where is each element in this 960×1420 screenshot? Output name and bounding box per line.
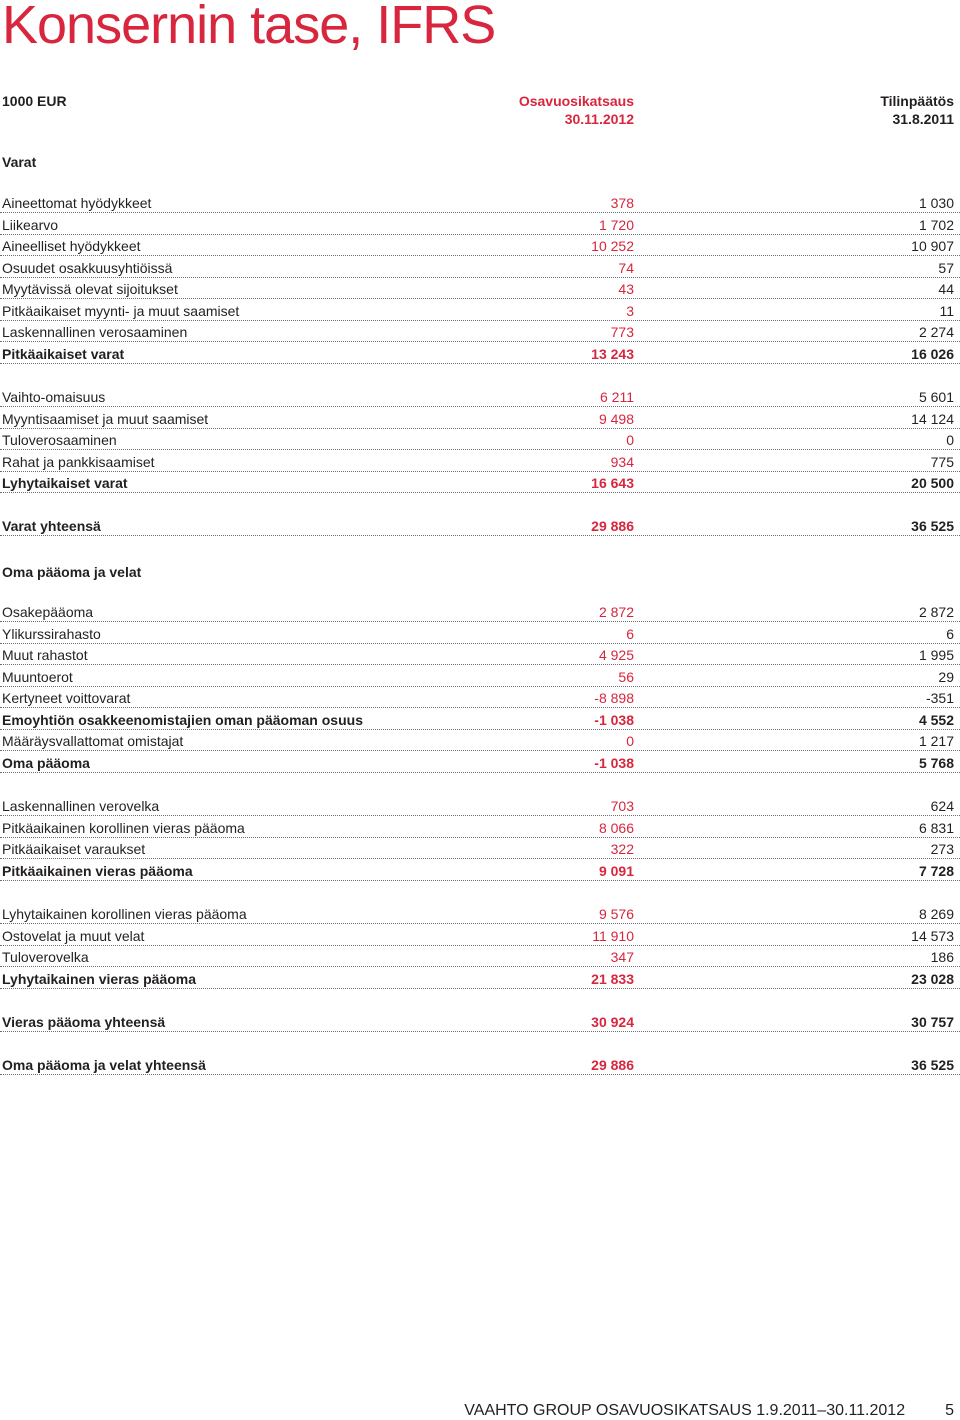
row-value-previous: 5 601 [918,389,954,405]
row-value-current: 347 [610,949,634,965]
row-value-previous: 273 [930,841,954,857]
row-label: Laskennallinen verosaaminen [2,324,188,340]
table-total-row [0,967,960,989]
row-value-previous: 0 [946,432,954,448]
row-value-current: 9 091 [598,863,634,879]
row-label: Osakepääoma [2,604,94,620]
row-value-previous: 2 274 [918,324,954,340]
row-value-previous: 30 757 [911,1014,954,1030]
row-value-previous: 36 525 [911,1057,954,1073]
row-value-previous: 57 [938,260,954,276]
table-row [0,665,960,687]
row-value-current: 0 [626,432,634,448]
row-value-current: 11 910 [592,928,634,944]
column-header-previous-line2: 31.8.2011 [892,111,954,127]
row-label: Lyhytaikaiset varat [2,475,128,491]
row-value-current: 3 [626,303,634,319]
row-value-previous: 6 [946,626,954,642]
column-header-previous [880,92,954,128]
table-row [0,643,960,665]
table-total-row [0,514,960,536]
row-value-previous: 775 [930,454,954,470]
row-value-previous: 2 872 [918,604,954,620]
row-value-previous: 44 [938,281,954,297]
row-label: Lyhytaikainen vieras pääoma [2,971,197,987]
row-label: Tuloverosaaminen [2,432,117,448]
table-row [0,407,960,429]
row-value-current: 773 [610,324,634,340]
row-label: Tuloverovelka [2,949,89,965]
table-row [0,385,960,407]
table-row [0,622,960,644]
row-label: Myytävissä olevat sijoitukset [2,281,178,297]
row-value-previous: 1 217 [918,733,954,749]
row-value-current: 8 066 [598,820,634,836]
table-row [0,902,960,924]
row-value-previous: 186 [930,949,954,965]
row-value-current: 74 [618,260,634,276]
footer-text: VAAHTO GROUP OSAVUOSIKATSAUS 1.9.2011–30.11.2012 [464,1402,906,1419]
row-value-current: 29 886 [591,1057,634,1073]
row-label: Ostovelat ja muut velat [2,928,145,944]
table-row [0,794,960,816]
table-row [0,450,960,472]
row-value-current: 9 576 [598,906,634,922]
table-row [0,945,960,967]
row-value-previous: 5 768 [918,755,954,771]
unit-label: 1000 EUR [2,93,67,109]
row-value-current: -1 038 [594,755,634,771]
table-row [0,428,960,450]
row-label: Varat yhteensä [2,518,101,534]
page-number: 5 [945,1402,954,1419]
row-value-previous: 1 702 [918,217,954,233]
row-value-previous: 8 269 [918,906,954,922]
row-value-previous: 6 831 [918,820,954,836]
row-value-previous: 23 028 [911,971,954,987]
row-value-previous: 14 124 [911,411,954,427]
section-heading-assets: Varat [2,154,37,170]
table-total-row [0,751,960,773]
column-header-current [519,92,634,128]
row-value-current: 4 925 [598,647,634,663]
row-value-current: -8 898 [594,690,634,706]
row-value-current: 378 [610,195,634,211]
row-label: Emoyhtiön osakkeenomistajien oman pääoman osuus [2,712,363,728]
row-value-current: 10 252 [591,238,634,254]
row-label: Liikearvo [2,217,59,233]
column-header-previous-line1: Tilinpäätös [880,93,954,109]
row-label: Myyntisaamiset ja muut saamiset [2,411,209,427]
row-value-current: 9 498 [598,411,634,427]
row-value-current: -1 038 [594,712,634,728]
row-label: Pitkäaikainen korollinen vieras pääoma [2,820,245,836]
row-value-previous: 624 [930,798,954,814]
table-row [0,256,960,278]
table-row [0,816,960,838]
row-value-previous: 20 500 [911,475,954,491]
page-footer [464,1402,954,1420]
row-value-previous: 29 [938,669,954,685]
row-value-current: 21 833 [591,971,634,987]
row-value-current: 2 872 [598,604,634,620]
table-row [0,191,960,213]
table-row [0,277,960,299]
table-total-row [0,471,960,493]
row-label: Pitkäaikainen vieras pääoma [2,863,193,879]
table-total-row [0,1010,960,1032]
table-total-row [0,859,960,881]
row-label: Rahat ja pankkisaamiset [2,454,155,470]
row-value-previous: 4 552 [918,712,954,728]
row-value-current: 29 886 [591,518,634,534]
row-value-current: 56 [618,669,634,685]
row-value-current: 13 243 [591,346,634,362]
row-label: Muuntoerot [2,669,73,685]
table-row [0,837,960,859]
table-row [0,234,960,256]
row-value-previous: 10 907 [911,238,954,254]
row-label: Pitkäaikaiset varat [2,346,125,362]
row-value-current: 30 924 [591,1014,634,1030]
row-value-previous: 36 525 [911,518,954,534]
table-row [0,600,960,622]
row-value-current: 16 643 [591,475,634,491]
row-value-current: 934 [610,454,634,470]
row-value-current: 703 [610,798,634,814]
row-label: Pitkäaikaiset myynti- ja muut saamiset [2,303,240,319]
row-label: Ylikurssirahasto [2,626,101,642]
row-value-current: 0 [626,733,634,749]
row-value-previous: 1 995 [918,647,954,663]
column-header-current-line1: Osavuosikatsaus [518,93,634,109]
table-row [0,299,960,321]
table-row [0,686,960,708]
row-label: Laskennallinen verovelka [2,798,160,814]
row-label: Vaihto-omaisuus [2,389,106,405]
row-value-previous: -351 [925,690,954,706]
row-label: Oma pääoma [2,755,90,771]
row-label: Aineettomat hyödykkeet [2,195,152,211]
row-value-previous: 11 [939,303,954,319]
row-value-current: 6 211 [600,389,634,405]
row-value-previous: 14 573 [911,928,954,944]
table-row [0,320,960,342]
row-label: Määräysvallattomat omistajat [2,733,184,749]
row-value-previous: 1 030 [918,195,954,211]
row-label: Pitkäaikaiset varaukset [2,841,146,857]
table-row [0,924,960,946]
row-label: Osuudet osakkuusyhtiöissä [2,260,173,276]
row-value-current: 322 [610,841,634,857]
table-total-row [0,708,960,730]
row-label: Muut rahastot [2,647,88,663]
row-label: Aineelliset hyödykkeet [2,238,141,254]
row-value-current: 1 720 [598,217,634,233]
section-heading-equity-liabilities: Oma pääoma ja velat [2,564,142,580]
row-value-current: 43 [618,281,634,297]
row-value-current: 6 [626,626,634,642]
row-label: Lyhytaikainen korollinen vieras pääoma [2,906,247,922]
table-total-row [0,342,960,364]
row-label: Vieras pääoma yhteensä [2,1014,166,1030]
row-value-previous: 16 026 [911,346,954,362]
table-row [0,729,960,751]
row-label: Oma pääoma ja velat yhteensä [2,1057,206,1073]
column-header-current-line2: 30.11.2012 [564,111,634,127]
table-row [0,213,960,235]
row-label: Kertyneet voittovarat [2,690,131,706]
page-title: Konsernin tase, IFRS [2,0,496,55]
table-total-row [0,1053,960,1075]
row-value-previous: 7 728 [918,863,954,879]
